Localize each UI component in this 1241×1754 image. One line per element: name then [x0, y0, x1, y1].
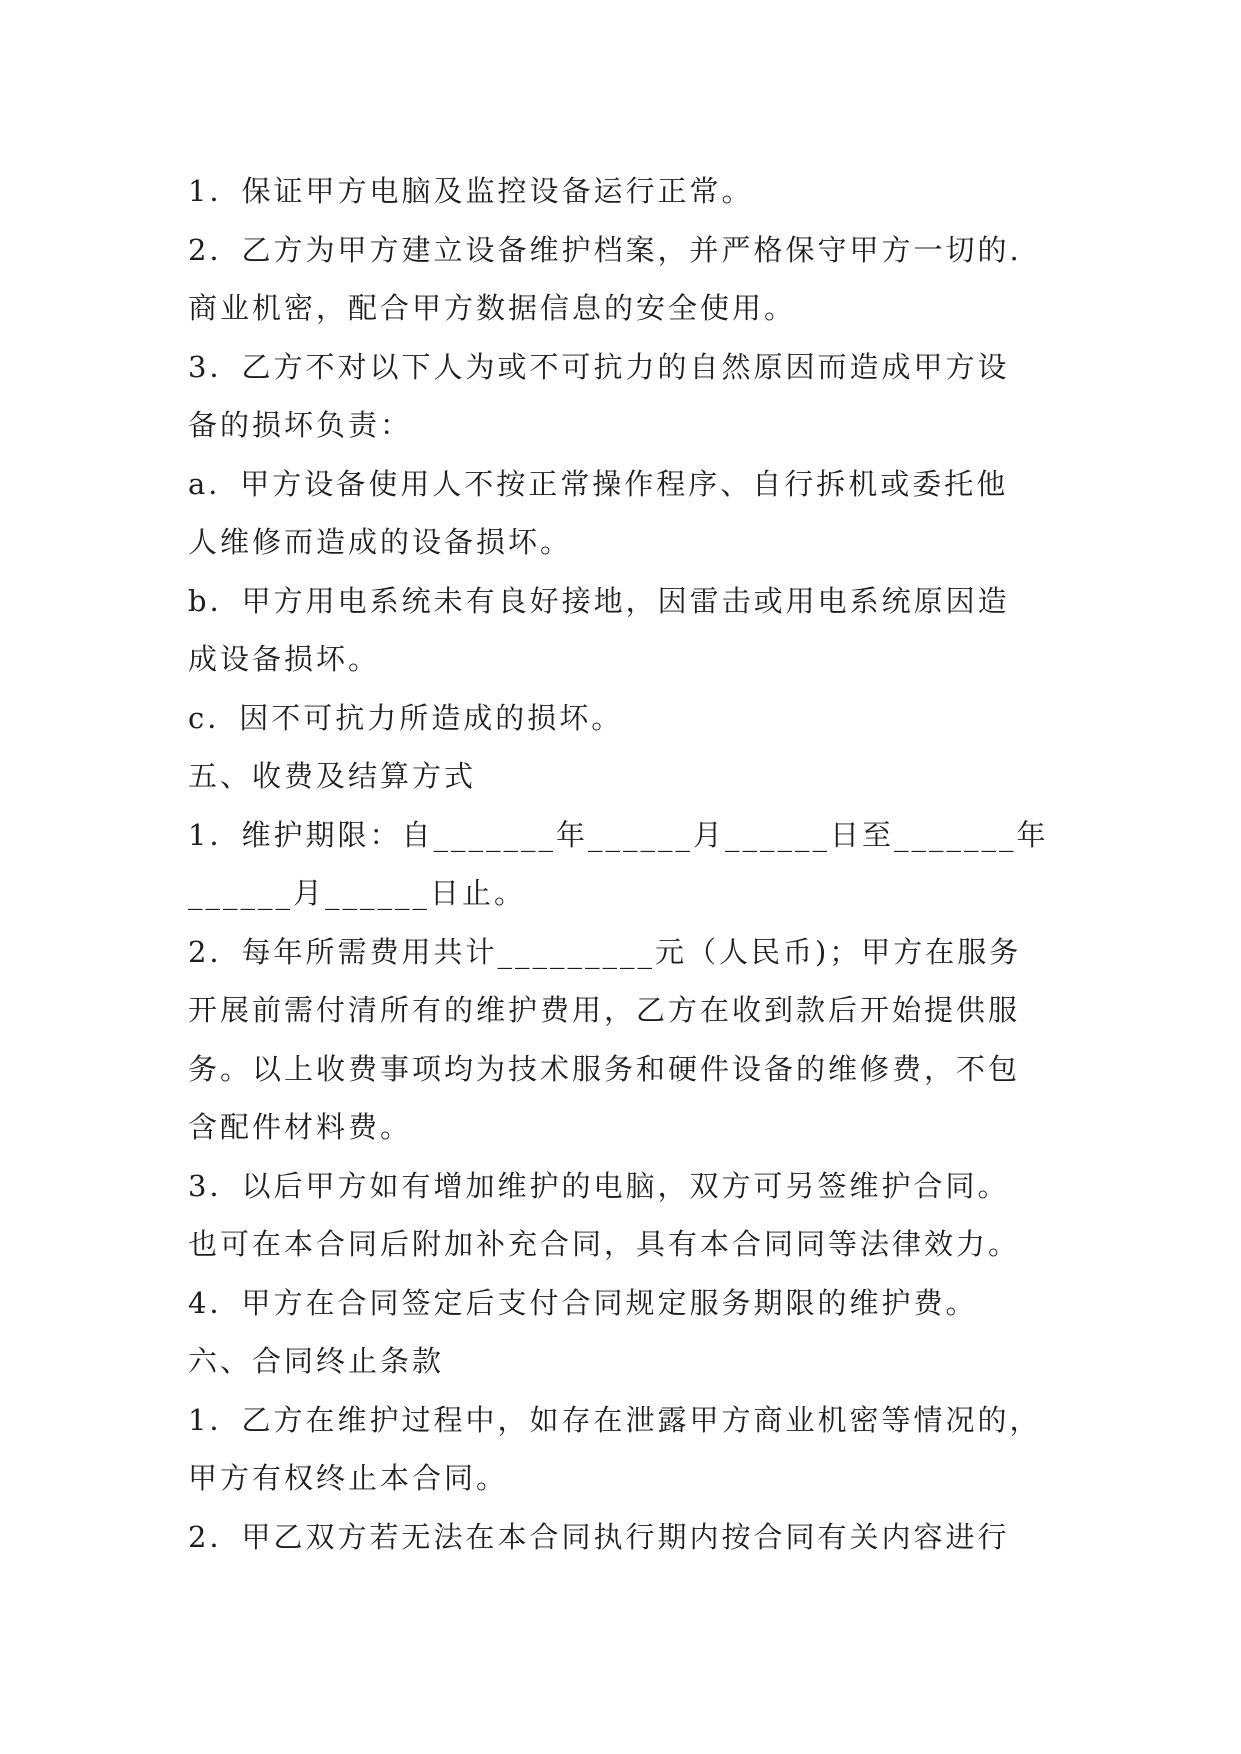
- text-line: 2．乙方为甲方建立设备维护档案，并严格保守甲方一切的.: [188, 232, 1022, 267]
- text-line: a．甲方设备使用人不按正常操作程序、自行拆机或委托他: [188, 466, 1009, 501]
- text-line: 4．甲方在合同签定后支付合同规定服务期限的维护费。: [188, 1285, 978, 1320]
- text-line: 也可在本合同后附加补充合同，具有本合同同等法律效力。: [188, 1227, 1021, 1261]
- section-heading: 六、合同终止条款: [188, 1344, 445, 1378]
- document-body: [188, 162, 1068, 1566]
- text-line: b．甲方用电系统未有良好接地，因雷击或用电系统原因造: [188, 583, 1010, 618]
- text-line: 3．以后甲方如有增加维护的电脑，双方可另签维护合同。: [188, 1168, 1010, 1203]
- text-line: 1．维护期限：自_______年______月______日至_______年: [188, 817, 1049, 852]
- text-line: 商业机密，配合甲方数据信息的安全使用。: [188, 291, 797, 325]
- text-line: 成设备损坏。: [188, 642, 381, 676]
- text-line: 1．乙方在维护过程中，如存在泄露甲方商业机密等情况的，: [188, 1402, 1042, 1437]
- text-line: 2．甲乙双方若无法在本合同执行期内按合同有关内容进行: [188, 1519, 1010, 1554]
- text-line: 务。以上收费事项均为技术服务和硬件设备的维修费，不包: [188, 1051, 1021, 1086]
- text-line: 2．每年所需费用共计_________元（人民币)；甲方在服务: [188, 934, 1022, 969]
- text-line: 3．乙方不对以下人为或不可抗力的自然原因而造成甲方设: [188, 349, 1010, 384]
- text-line: c．因不可抗力所造成的损坏。: [188, 700, 624, 735]
- text-line: 1．保证甲方电脑及监控设备运行正常。: [188, 174, 754, 208]
- text-line: 备的损坏负责：: [188, 408, 413, 442]
- text-line: 人维修而造成的设备损坏。: [188, 525, 573, 559]
- text-line: 甲方有权终止本合同。: [188, 1461, 509, 1495]
- text-line: 含配件材料费。: [188, 1110, 413, 1144]
- text-line: 开展前需付清所有的维护费用，乙方在收到款后开始提供服: [188, 993, 1021, 1027]
- text-line: ______月______日止。: [188, 876, 527, 910]
- section-heading: 五、收费及结算方式: [188, 759, 477, 793]
